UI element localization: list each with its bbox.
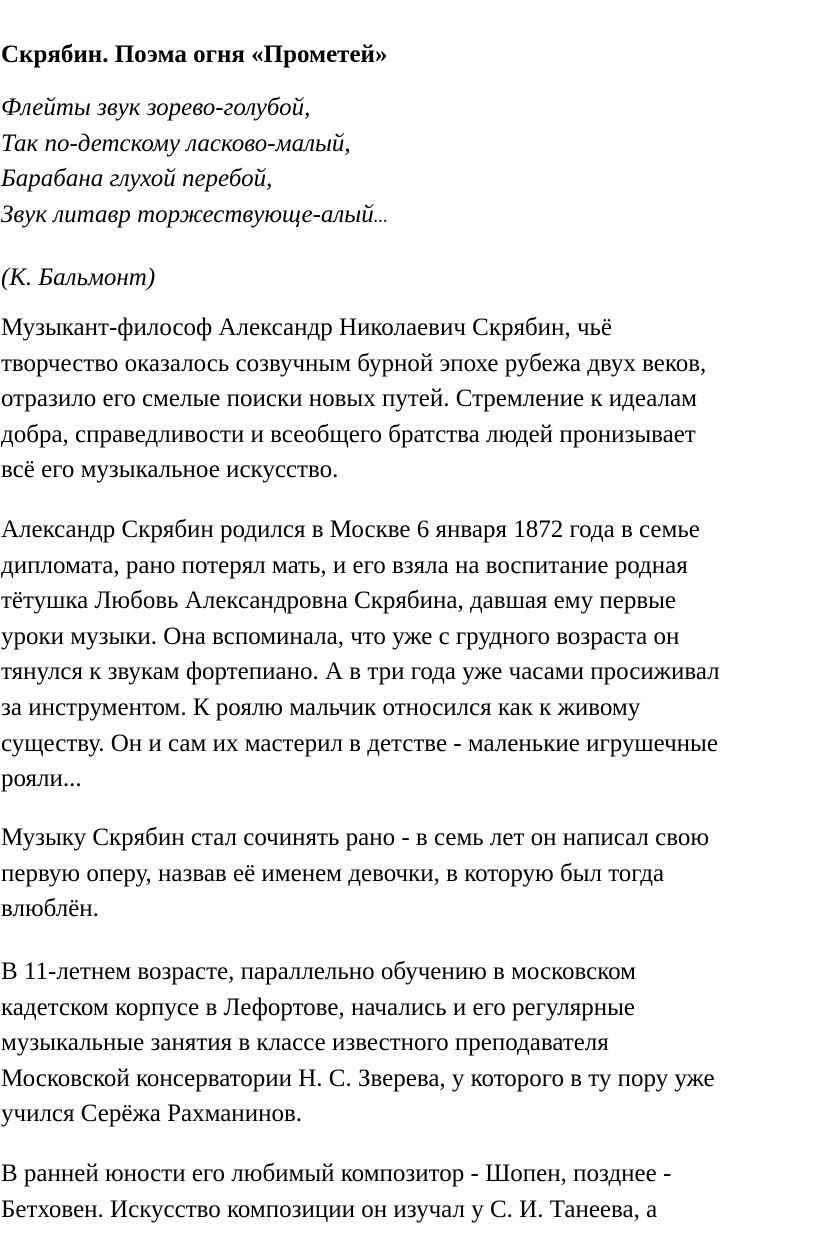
paragraph-line: Музыкант-философ Александр Николаевич Скрябин, чьё [1,314,613,341]
paragraph-line: В 11-летнем возрасте, параллельно обучению в московском [1,958,636,985]
paragraph-line: отразило его смелые поиски новых путей. Стремление к идеалам [1,385,697,413]
paragraph-line: добра, справедливости и всеобщего братства людей пронизывает [1,420,696,448]
body-paragraph [1,512,813,797]
paragraph-line: первую оперу, назвав её именем девочки, в которую был тогда [1,859,665,887]
paragraph-line: Музыку Скрябин стал сочинять рано - в семь лет он написал свою [1,824,710,851]
paragraph-line: всё его музыкальное искусство. [1,456,339,484]
paragraph-line: дипломата, рано потерял мать, и его взяла на воспитание родная [1,551,688,579]
body-paragraph [1,954,813,1132]
paragraph-line: Александр Скрябин родился в Москве 6 января 1872 года в семье [1,516,700,543]
paragraph-line: Бетховен. Искусство композиции он изучал у С. И. Танеева, а [1,1195,658,1223]
paragraph-line: рояли... [1,765,82,793]
paragraph-line: музыкальные занятия в классе известного преподавателя [1,1029,609,1057]
document-title: Скрябин. Поэма огня «Прометей» [1,41,388,68]
epigraph-verse [1,90,388,234]
paragraph-line: учился Серёжа Рахманинов. [1,1100,303,1128]
paragraph-line: уроки музыки. Она вспоминала, что уже с грудного возраста он [1,622,680,650]
paragraph-line: влюблён. [1,895,99,923]
verse-line: Флейты звук зорево-голубой, [1,94,311,121]
body-paragraph [1,820,813,927]
paragraph-line: тётушка Любовь Александровна Скрябина, давшая ему первые [1,587,677,615]
paragraph-line: тянулся к звукам фортепиано. А в три года уже часами просиживал [1,658,720,686]
paragraph-line: В ранней юности его любимый композитор - Шопен, позднее - [1,1160,672,1187]
epigraph-author: (К. Бальмонт) [1,264,156,291]
verse-line: Так по-детскому ласково-малый, [1,129,351,157]
verse-line-last [1,197,388,235]
paragraph-line: Московской консерватории Н. С. Зверева, у которого в ту пору уже [1,1064,715,1092]
paragraph-line: творчество оказалось созвучным бурной эпохе рубежа двух веков, [1,349,707,377]
paragraph-line: существу. Он и сам их мастерил в детстве - маленькие игрушечные [1,729,718,757]
body-paragraph [1,310,813,488]
verse-line-text: Звук литавр торжествующе-алый [1,200,374,228]
verse-line: Барабана глухой перебой, [1,165,273,192]
paragraph-line: за инструментом. К роялю мальчик относился как к живому [1,693,641,721]
verse-ellipsis: ... [373,205,388,227]
paragraph-line: кадетском корпусе в Лефортове, начались и его регулярные [1,993,636,1021]
body-paragraph [1,1156,813,1227]
